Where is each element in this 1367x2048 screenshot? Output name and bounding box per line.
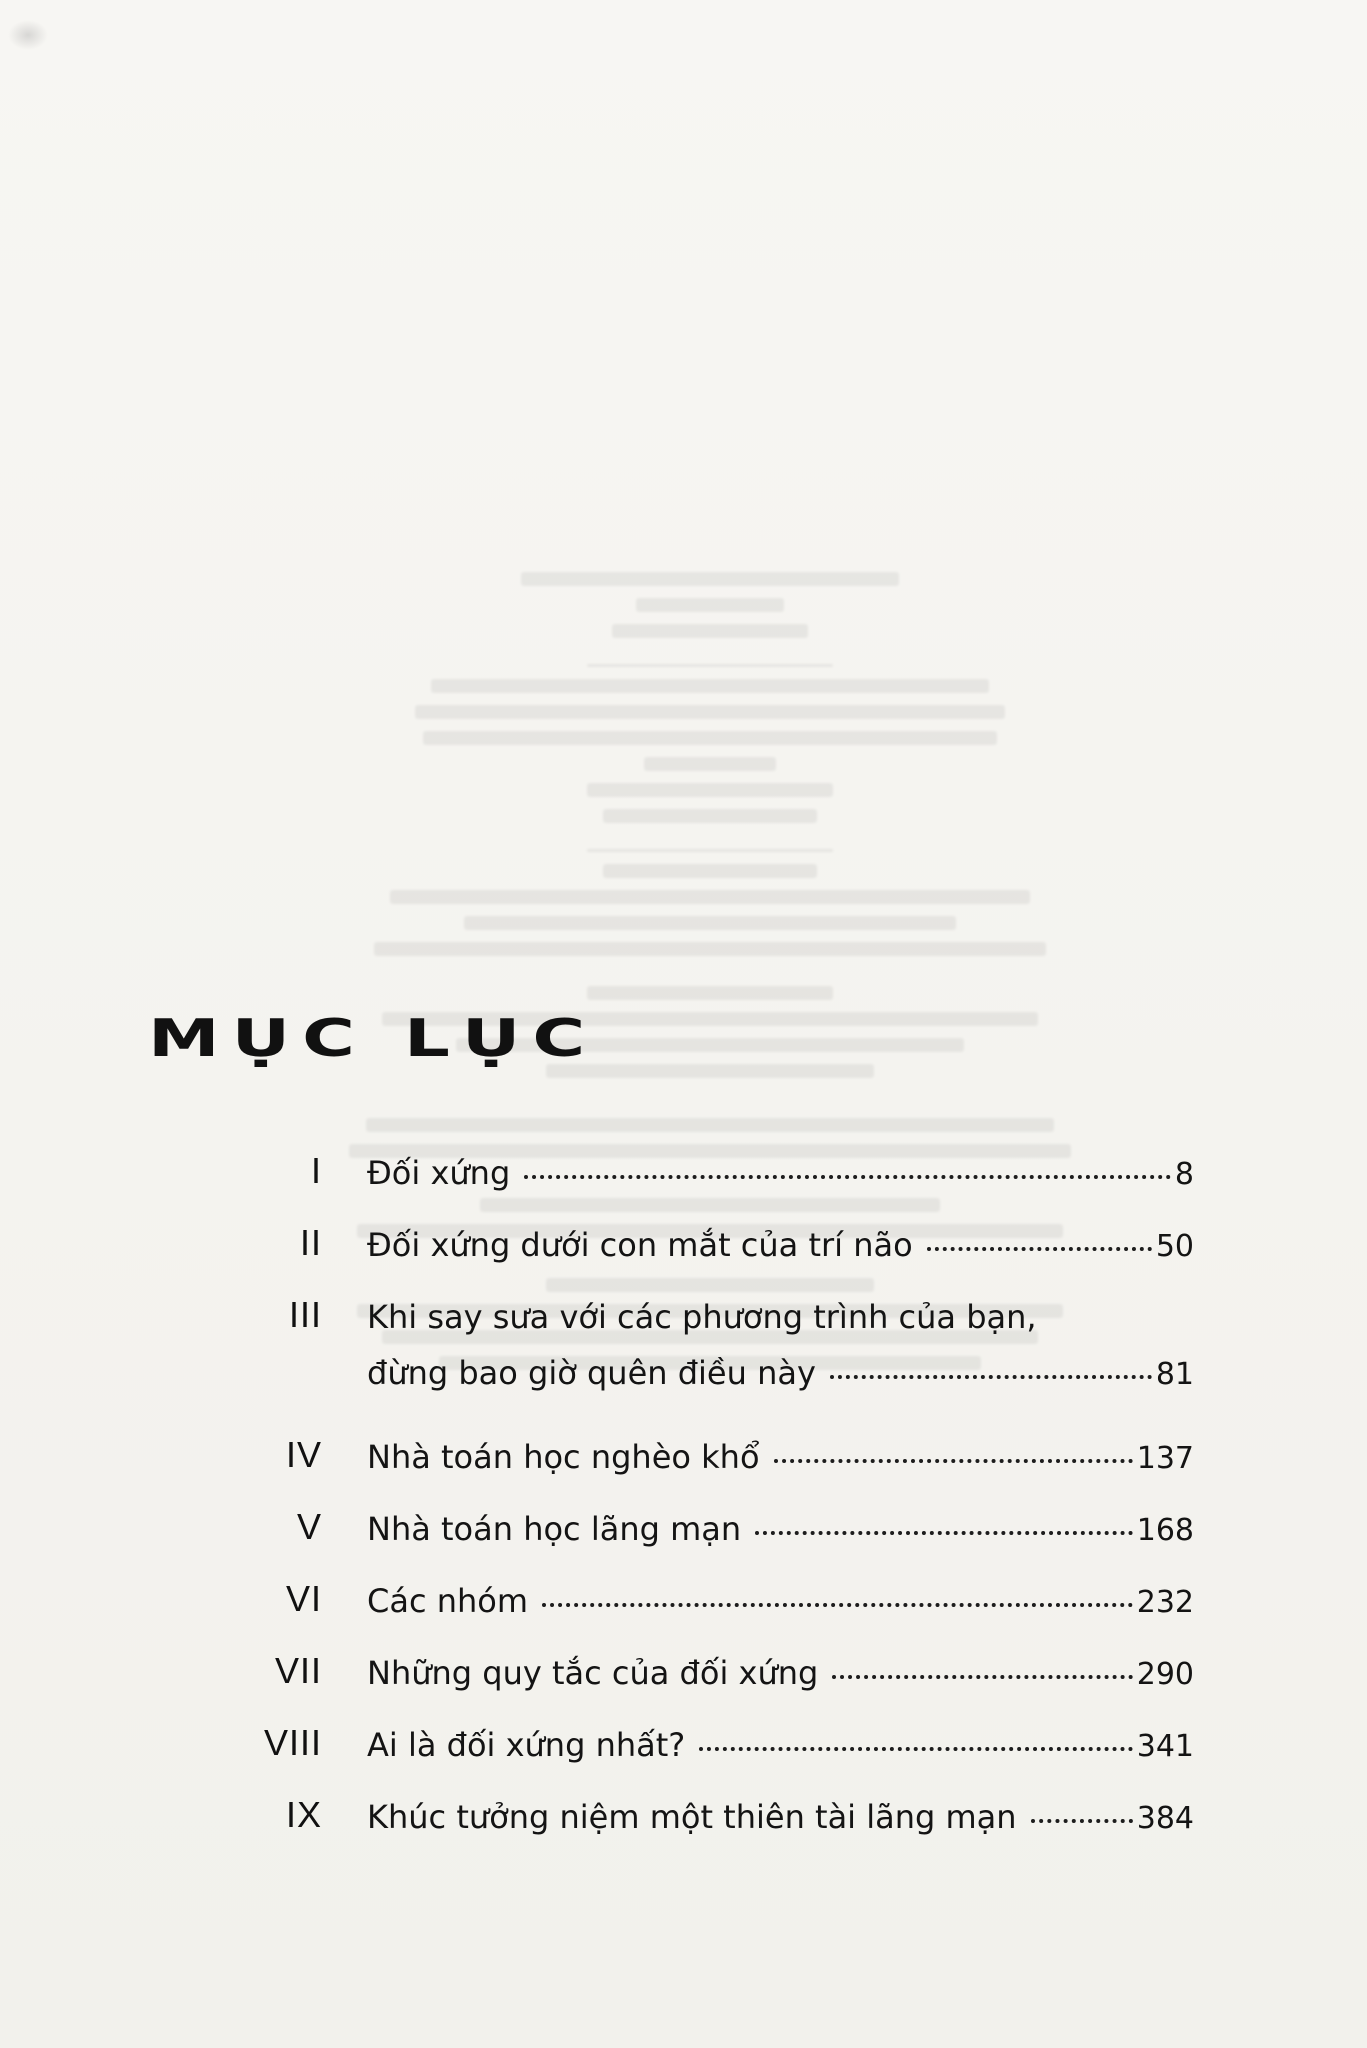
chapter-title: Nhà toán học nghèo khổ [367, 1438, 760, 1476]
chapter-title-line [367, 1792, 1194, 1844]
chapter-entry [367, 1504, 1194, 1556]
chapter-title: Đối xứng [367, 1154, 511, 1192]
page-number: 232 [1136, 1585, 1194, 1620]
chapter-numeral: VII [274, 1650, 322, 1691]
chapter-entry [367, 1792, 1194, 1844]
chapter-title-line [367, 1720, 1194, 1772]
chapter-title-line [367, 1648, 1194, 1700]
chapter-title: Nhà toán học lãng mạn [367, 1510, 742, 1548]
page-number: 81 [1155, 1357, 1194, 1392]
toc-entry[interactable] [232, 1792, 1194, 1844]
chapter-numeral: VIII [263, 1722, 322, 1763]
toc-heading: MỤC LỤC [148, 1007, 598, 1069]
chapter-entry [367, 1576, 1194, 1628]
chapter-entry [367, 1720, 1194, 1772]
toc-entry[interactable] [232, 1148, 1194, 1200]
chapter-numeral: V [296, 1506, 322, 1547]
chapter-title-line [367, 1348, 1194, 1400]
toc-entry[interactable] [232, 1292, 1194, 1400]
chapter-title: Đối xứng dưới con mắt của trí não [367, 1226, 913, 1264]
chapter-title: Những quy tắc của đối xứng [367, 1654, 819, 1692]
chapter-title: Ai là đối xứng nhất? [367, 1726, 686, 1764]
chapter-title: Khúc tưởng niệm một thiên tài lãng mạn [367, 1798, 1017, 1836]
dot-leader [1031, 1819, 1133, 1823]
dot-leader [774, 1459, 1133, 1463]
chapter-numeral: VI [285, 1578, 322, 1619]
page-number: 50 [1155, 1229, 1194, 1264]
page-smudge [8, 20, 48, 50]
toc-entry[interactable] [232, 1220, 1194, 1272]
page-number: 137 [1136, 1441, 1194, 1476]
dot-leader [832, 1675, 1132, 1679]
dot-leader [524, 1175, 1171, 1179]
chapter-title-line [367, 1148, 1194, 1200]
chapter-title-line [367, 1220, 1194, 1272]
chapter-entry [367, 1648, 1194, 1700]
chapter-entry [367, 1148, 1194, 1200]
dot-leader [927, 1247, 1152, 1251]
chapter-entry [367, 1432, 1194, 1484]
dot-leader [755, 1531, 1133, 1535]
toc-entry[interactable] [232, 1648, 1194, 1700]
page-number: 290 [1136, 1657, 1194, 1692]
chapter-entry [367, 1220, 1194, 1272]
page-number: 341 [1136, 1729, 1194, 1764]
chapter-title-line [367, 1504, 1194, 1556]
page-number: 168 [1136, 1513, 1194, 1548]
chapter-numeral: II [299, 1222, 322, 1263]
chapter-numeral: IV [285, 1434, 322, 1475]
dot-leader [699, 1747, 1132, 1751]
chapter-entry [367, 1292, 1194, 1400]
toc-entry[interactable] [232, 1432, 1194, 1484]
chapter-title-line [367, 1292, 1194, 1342]
chapter-numeral: I [310, 1150, 322, 1191]
chapter-title: Các nhóm [367, 1582, 529, 1620]
chapter-numeral: IX [285, 1794, 322, 1835]
chapter-numeral: III [288, 1294, 322, 1335]
chapter-title-line [367, 1432, 1194, 1484]
toc-entry[interactable] [232, 1576, 1194, 1628]
page-number: 8 [1174, 1157, 1194, 1192]
toc-entry[interactable] [232, 1720, 1194, 1772]
toc-entry[interactable] [232, 1504, 1194, 1556]
dot-leader [542, 1603, 1133, 1607]
chapter-title-continued: đừng bao giờ quên điều này [367, 1354, 816, 1392]
dot-leader [830, 1375, 1152, 1379]
chapter-title: Khi say sưa với các phương trình của bạn, [367, 1298, 1037, 1336]
chapter-title-line [367, 1576, 1194, 1628]
page-number: 384 [1136, 1801, 1194, 1836]
